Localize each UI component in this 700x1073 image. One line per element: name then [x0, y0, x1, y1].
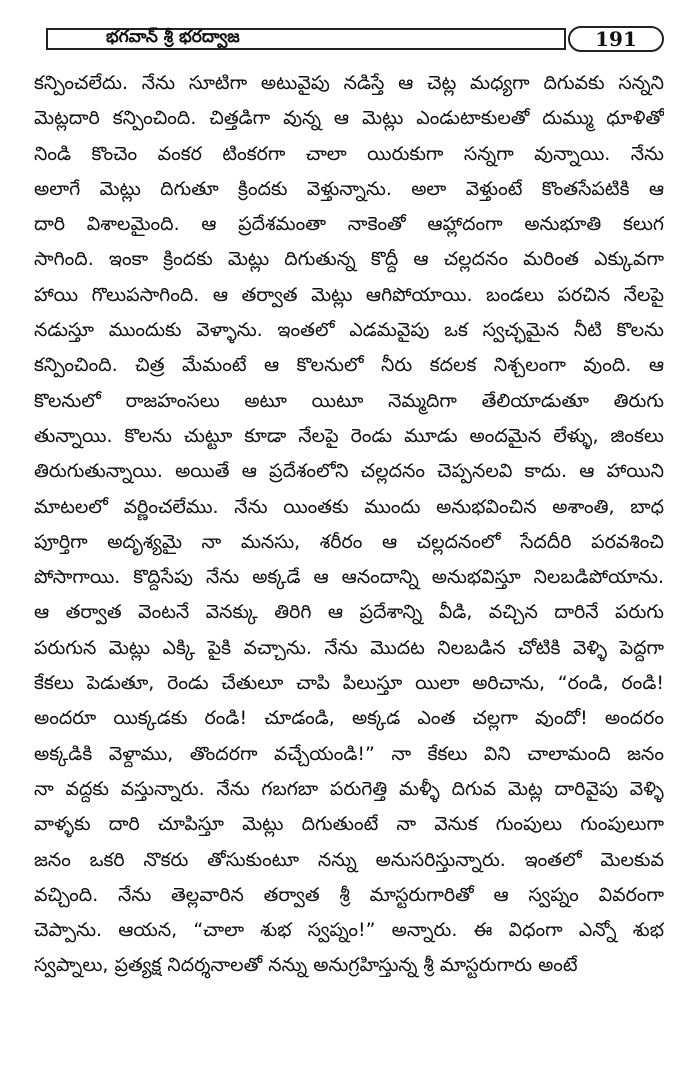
- text-line: అక్కడికి వెళ్దాము, తొందరగా వచ్చేయండి!” నా కేకలు విని చాలామంది జనం: [34, 742, 664, 765]
- running-title: భగవాన్ శ్రీ భరద్వాజ: [106, 27, 240, 47]
- text-line: పూర్తిగా అదృశ్యమై నా మనసు, శరీరం ఆ చల్లదనంలో సేదదీరి పరవశించి: [34, 530, 664, 553]
- text-line: కన్పించలేదు. నేను సూటిగా అటువైపు నడిస్తే ఆ చెట్ల మధ్యగా దిగువకు సన్నని: [34, 72, 664, 94]
- text-line: తున్నాయి. కొలను చుట్టూ కూడా నేలపై రెండు మూడు అందమైన లేళ్ళు, జింకలు: [34, 424, 664, 447]
- text-line: నా వద్దకు వస్తున్నారు. నేను గబగబా పరుగెత్తి మళ్ళీ దిగువ మెట్ల దారివైపు వెళ్ళి: [34, 777, 664, 800]
- text-line: నడుస్తూ ముందుకు వెళ్ళాను. ఇంతలో ఎడమవైపు ఒక స్వచ్ఛమైన నీటి కొలను: [34, 319, 664, 342]
- text-line: పరుగున మెట్లు ఎక్కి పైకి వచ్చాను. నేను మొదట నిలబడిన చోటికి వెళ్ళి పెద్దగా: [34, 636, 664, 659]
- text-line: కన్పించింది. చిత్ర మేమంటే ఆ కొలనులో నీరు కదలక నిశ్చలంగా వుంది. ఆ: [34, 354, 664, 377]
- page-number-badge: [568, 26, 664, 52]
- text-line: మాటలలో వర్ణించలేము. నేను యింతకు ముందు అనుభవించిన అశాంతి, బాధ: [34, 495, 664, 518]
- text-line: అందరూ యిక్కడకు రండి! చూడండి, అక్కడ ఎంత చల్లగా వుందో! అందరం: [34, 707, 664, 730]
- text-line: అలాగే మెట్లు దిగుతూ క్రిందకు వెళ్తున్నాను. అలా వెళ్తుంటే కొంతసేపటికి ఆ: [34, 177, 664, 200]
- text-line: తిరుగుతున్నాయి. అయితే ఆ ప్రదేశంలోని చల్లదనం చెప్పనలవి కాదు. ఆ హాయిని: [34, 460, 664, 483]
- text-line: వాళ్ళకు దారి చూపిస్తూ మెట్లు దిగుతుంటే నా వెనుక గుంపులు గుంపులుగా: [34, 813, 664, 836]
- running-header: [46, 28, 666, 52]
- text-line: వచ్చింది. నేను తెల్లవారిన తర్వాత శ్రీ మాస్టరుగారితో ఆ స్వప్నం వివరంగా: [34, 883, 664, 906]
- running-title-box: [46, 28, 566, 50]
- text-line: కేకలు పెడుతూ, రెండు చేతులూ చాపి పిలుస్తూ యిలా అరిచాను, “రండి, రండి!: [34, 672, 664, 695]
- text-line: దారి విశాలమైంది. ఆ ప్రదేశమంతా నాకెంతో ఆహ్లాదంగా అనుభూతి కలుగ: [34, 213, 664, 236]
- text-line: జనం ఒకరి నొకరు తోసుకుంటూ నన్ను అనుసరిస్తున్నారు. ఇంతలో మెలకువ: [34, 848, 664, 871]
- text-line: పోసాగాయి. కొద్దిసేపు నేను అక్కడే ఆ ఆనందాన్ని అనుభవిస్తూ నిలబడిపోయాను.: [34, 566, 664, 589]
- body-text: [34, 66, 664, 984]
- text-line: చెప్పాను. ఆయన, “చాలా శుభ స్వప్నం!” అన్నారు. ఈ విధంగా ఎన్నో శుభ: [34, 919, 664, 942]
- text-line: సాగింది. ఇంకా క్రిందకు మెట్లు దిగుతున్న కొద్దీ ఆ చల్లదనం మరింత ఎక్కువగా: [34, 248, 664, 271]
- text-line: కొలనులో రాజహంసలు అటూ యిటూ నెమ్మదిగా తేలియాడుతూ తిరుగు: [34, 389, 664, 412]
- text-line: హాయి గొలుపసాగింది. ఆ తర్వాత మెట్లు ఆగిపోయాయి. బండలు పరచిన నేలపై: [34, 283, 664, 306]
- text-line: నిండి కొంచెం వంకర టింకరగా చాలా యిరుకుగా సన్నగా వున్నాయి. నేను: [34, 142, 664, 165]
- text-line: స్వప్నాలు, ప్రత్యక్ష నిదర్శనాలతో నన్ను అనుగ్రహిస్తున్న శ్రీ మాస్టరుగారు అంటే: [34, 954, 578, 977]
- page-number: 191: [595, 27, 637, 51]
- text-line: మెట్లదారి కన్పించింది. చిత్తడిగా వున్న ఆ మెట్లు ఎండుటాకులతో దుమ్ము ధూళితో: [34, 107, 664, 130]
- text-line: ఆ తర్వాత వెంటనే వెనక్కు తిరిగి ఆ ప్రదేశాన్ని వీడి, వచ్చిన దారినే పరుగు: [34, 601, 664, 624]
